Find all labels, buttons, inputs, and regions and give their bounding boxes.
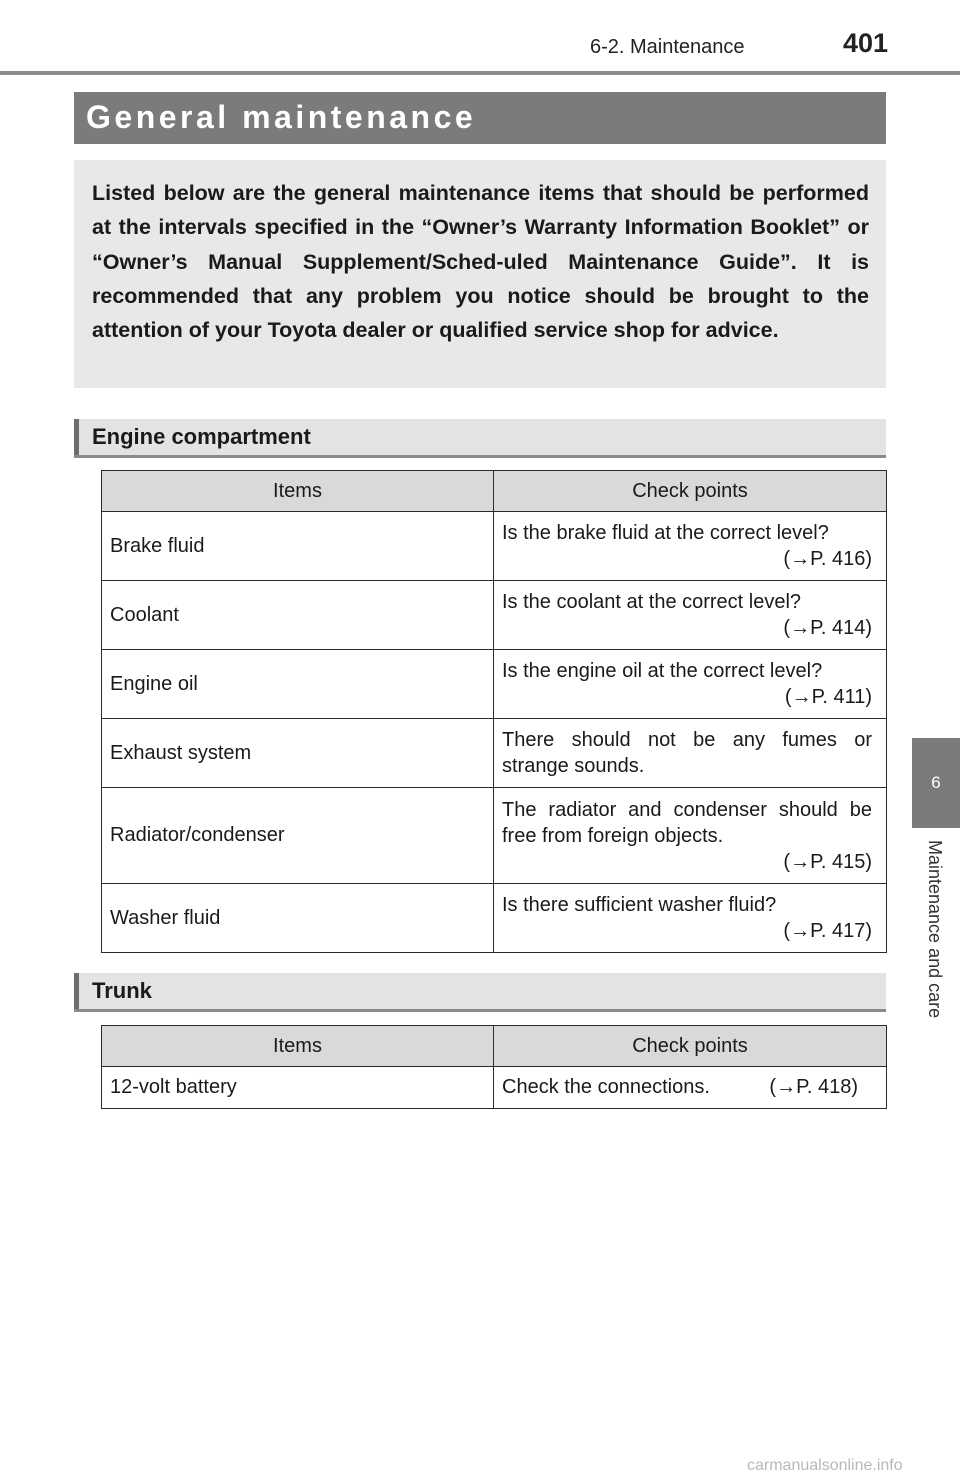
item-cell: 12-volt battery [102,1067,494,1109]
check-text: The radiator and condenser should be free from foreign objects. [502,798,872,847]
table-row [102,884,887,953]
section-heading-engine [74,419,886,455]
item-cell: Exhaust system [102,719,494,788]
engine-table [101,470,887,953]
column-header-check-points: Check points [494,471,887,512]
table-header-row [102,471,887,512]
item-cell: Coolant [102,581,494,650]
section-accent [74,973,79,1009]
check-cell [494,581,887,650]
check-cell [494,884,887,953]
check-text: Is there sufficient washer fluid? [502,894,777,916]
trunk-table [101,1025,887,1109]
check-cell [494,512,887,581]
watermark: carmanualsonline.info [747,1457,903,1474]
page-number: 401 [843,28,889,58]
chapter-tab[interactable]: 6 [912,738,960,828]
item-cell: Radiator/condenser [102,788,494,884]
check-text: Is the coolant at the correct level? [502,591,802,613]
page-title: General maintenance [86,99,477,135]
table-row [102,1067,887,1109]
page-reference: (→P. 414) [783,617,872,639]
column-header-check-points: Check points [494,1026,887,1067]
check-cell [494,650,887,719]
page-reference: (→P. 416) [783,548,872,570]
table-row [102,788,887,884]
column-header-items: Items [102,471,494,512]
section-accent [74,419,79,455]
intro-text: Listed below are the general maintenance items that should be performed at the intervals specified in the “Owner’s Warranty Information Booklet” or “Owner’s Manual Supplement/Sched-uled Maintenance Guide”. It is recommended that any problem you notice should be brought to the attention of your Toyota dealer or qualified service shop for advice. [92,181,869,343]
column-header-items: Items [102,1026,494,1067]
item-cell: Washer fluid [102,884,494,953]
check-text: There should not be any fumes or strange sounds. [502,729,872,777]
section-underline [74,1009,886,1012]
title-bar [74,92,886,144]
table-row [102,650,887,719]
table-row [102,512,887,581]
page-reference: (→P. 415) [783,850,872,873]
table-row [102,719,887,788]
section-heading-label: Engine compartment [92,424,311,449]
check-cell [494,719,887,788]
item-cell: Brake fluid [102,512,494,581]
check-text: Check the connections. [502,1076,710,1098]
intro-box [74,160,886,388]
section-heading-label: Trunk [92,978,152,1003]
page-reference: (→P. 418) [769,1076,858,1098]
section-heading-trunk [74,973,886,1009]
header-rule [0,71,960,75]
item-cell: Engine oil [102,650,494,719]
header-section-label: 6-2. Maintenance [590,36,745,58]
page-reference: (→P. 411) [784,686,872,708]
check-text: Is the brake fluid at the correct level? [502,522,829,544]
check-text: Is the engine oil at the correct level? [502,660,823,682]
table-header-row [102,1026,887,1067]
chapter-label: Maintenance and care [925,840,945,1019]
page-reference: (→P. 417) [783,920,872,942]
section-underline [74,455,886,458]
check-cell [494,1067,887,1109]
check-cell [494,788,887,884]
table-row [102,581,887,650]
